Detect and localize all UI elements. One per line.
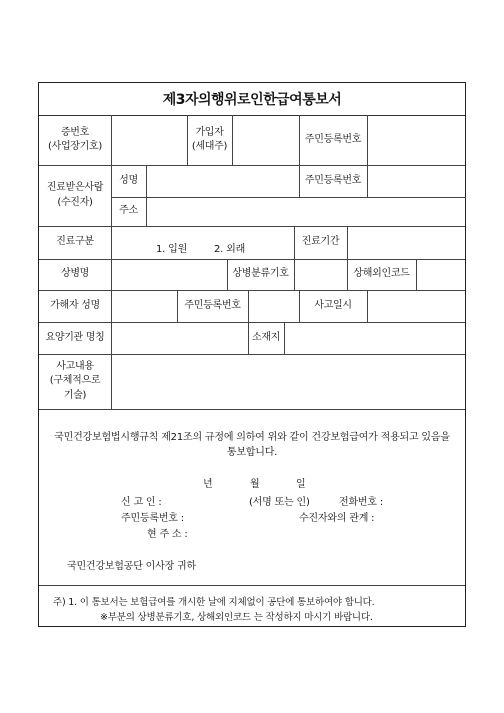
recipient: 국민건강보험공단 이사장 귀하 <box>67 561 196 572</box>
divider <box>111 226 112 259</box>
divider <box>367 290 368 322</box>
notification-form <box>38 82 466 627</box>
divider <box>146 165 147 226</box>
divider <box>232 115 233 165</box>
form-title: 제3자의행위로인한급여통보서 <box>39 83 465 116</box>
reporter-resident-no-label: 주민등록번호 : <box>121 513 184 524</box>
divider <box>39 585 465 586</box>
divider <box>284 322 285 354</box>
declaration-line1: 국민건강보험법시행규칙 제21조의 규정에 의하여 위와 같이 건강보험급여가 적용되고 있음을 <box>54 432 450 443</box>
disease-class-code-label: 상병분류기호 <box>232 268 289 280</box>
patient-address-label: 주소 <box>119 205 138 217</box>
treatment-option-outpatient: 2. 외래 <box>214 244 246 255</box>
accident-description-label: 사고내용 (구체적으로 기술) <box>49 360 101 401</box>
phone-label: 전화번호 : <box>339 497 383 508</box>
offender-name-label: 가해자 성명 <box>50 299 100 311</box>
facility-name-label: 요양기관 명칭 <box>45 331 105 343</box>
divider <box>367 115 368 165</box>
patient-name-label: 성명 <box>119 174 138 186</box>
divider <box>111 115 112 165</box>
treatment-option-inpatient: 1. 입원 <box>156 244 188 255</box>
cert-no-label: 증번호 (사업장기호) <box>47 126 102 152</box>
divider <box>294 259 295 290</box>
patient-label: 진료받은사람 (수진자) <box>46 182 104 208</box>
external-cause-code-label: 상해외인코드 <box>353 268 410 280</box>
subscriber-resident-no-label: 주민등록번호 <box>304 133 362 145</box>
divider <box>347 226 348 259</box>
signature-label: (서명 또는 인) <box>249 497 310 508</box>
date-month: 월 <box>250 479 260 490</box>
date-year: 년 <box>203 479 213 490</box>
divider <box>248 290 249 322</box>
facility-location-label: 소재지 <box>251 331 281 343</box>
date-day: 일 <box>296 479 306 490</box>
declaration-line2: 통보합니다. <box>226 447 278 458</box>
subscriber-label: 가입자 (세대주) <box>191 126 228 152</box>
footer-note-2: ※부분의 상병분류기호, 상해외인코드 는 작성하지 마시기 바랍니다. <box>100 612 373 623</box>
footer-note-1: 주) 1. 이 통보서는 보험급여를 개시한 날에 지체없이 공단에 통보하여야 합니다. <box>53 597 375 608</box>
divider <box>111 197 466 198</box>
accident-date-label: 사고일시 <box>314 299 352 311</box>
current-address-label: 현 주 소 : <box>147 529 188 540</box>
divider <box>39 409 465 410</box>
divider <box>367 165 368 197</box>
divider <box>111 322 112 354</box>
divider <box>111 354 112 409</box>
patient-resident-no-label: 주민등록번호 <box>304 174 362 186</box>
treatment-period-label: 진료기간 <box>301 236 340 248</box>
relation-label: 수진자와의 관계 : <box>299 513 375 524</box>
divider <box>111 259 112 290</box>
treatment-type-label: 진료구분 <box>56 236 94 248</box>
reporter-label: 신 고 인 : <box>121 497 162 508</box>
divider <box>111 290 112 322</box>
divider <box>416 259 417 290</box>
offender-resident-no-label: 주민등록번호 <box>184 299 241 311</box>
disease-name-label: 상병명 <box>60 268 90 280</box>
